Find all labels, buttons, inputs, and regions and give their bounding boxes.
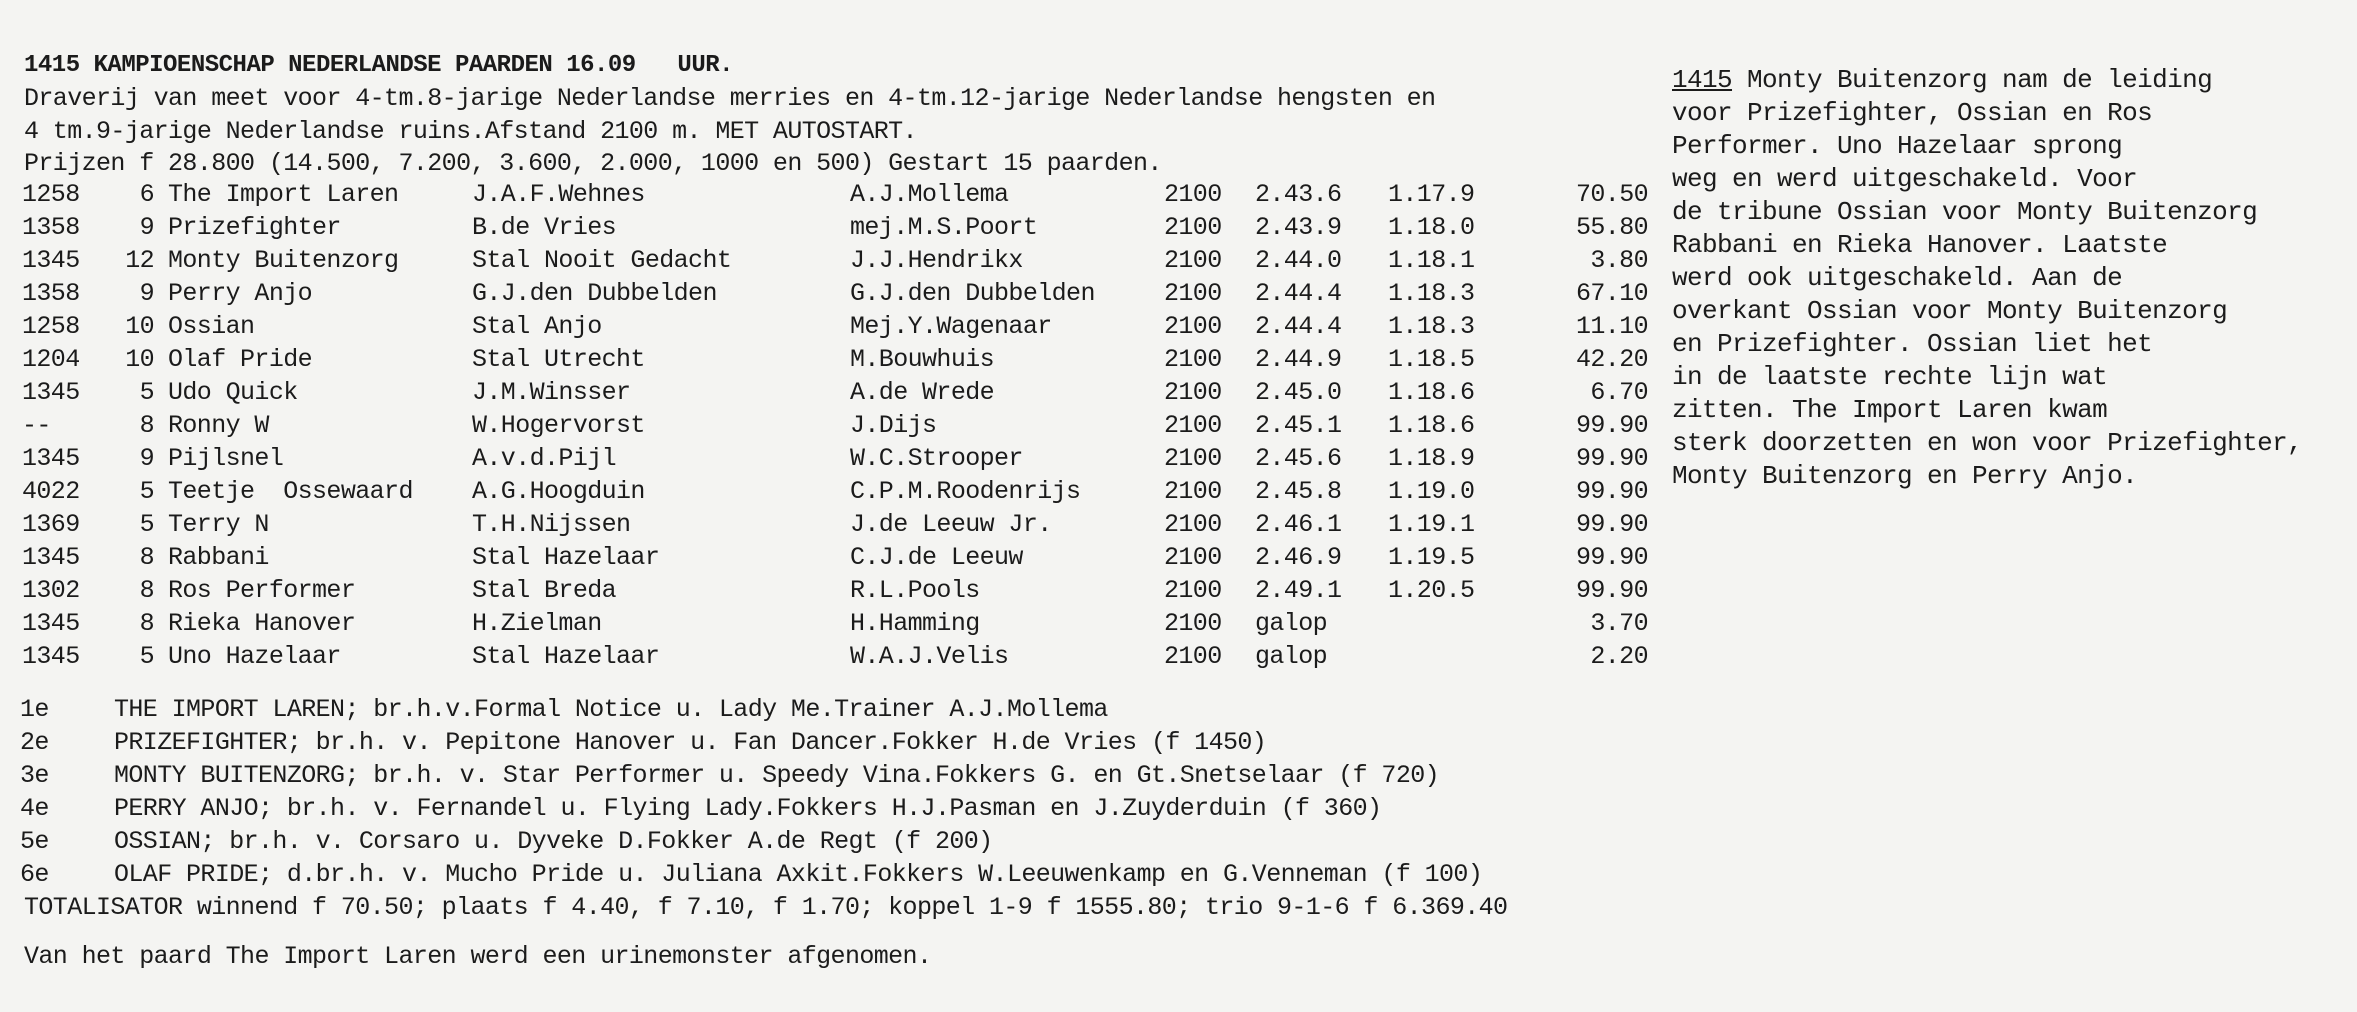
cell-owner: W.Hogervorst (472, 411, 645, 440)
cell-dist: 2100 (1164, 279, 1222, 308)
doping-note: Van het paard The Import Laren werd een urinemonster afgenomen. (24, 942, 932, 971)
cell-race: 1345 (22, 246, 80, 275)
cell-odds: 6.70 (1590, 378, 1648, 407)
cell-nr: 5 (139, 510, 154, 539)
cell-time: galop (1255, 642, 1328, 671)
cell-nr: 8 (139, 543, 154, 572)
cell-km: 1.18.3 (1388, 279, 1475, 308)
cell-odds: 99.90 (1575, 510, 1648, 539)
placing-text: PRIZEFIGHTER; br.h. v. Pepitone Hanover u. Fan Dancer.Fokker H.de Vries (f 1450) (114, 728, 1267, 757)
cell-time: 2.45.1 (1255, 411, 1342, 440)
report-line: weg en werd uitgeschakeld. Voor (1672, 164, 2138, 194)
cell-driver: A.de Wrede (850, 378, 995, 407)
cell-km: 1.18.0 (1388, 213, 1475, 242)
placing-text: OLAF PRIDE; d.br.h. v. Mucho Pride u. Juliana Axkit.Fokkers W.Leeuwenkamp en G.Venneman (f 100) (114, 860, 1483, 889)
cell-dist: 2100 (1164, 477, 1222, 506)
cell-horse: Olaf Pride (168, 345, 313, 374)
cell-driver: J.de Leeuw Jr. (850, 510, 1052, 539)
cell-horse: Udo Quick (168, 378, 298, 407)
cell-race: 1345 (22, 609, 80, 638)
cell-owner: Stal Hazelaar (472, 642, 660, 671)
race-description-line-2: 4 tm.9-jarige Nederlandse ruins.Afstand 2100 m. MET AUTOSTART. (24, 117, 917, 146)
cell-driver: J.Dijs (850, 411, 937, 440)
cell-race: 1358 (22, 279, 80, 308)
cell-owner: A.v.d.Pijl (472, 444, 617, 473)
report-line: en Prizefighter. Ossian liet het (1672, 329, 2153, 359)
cell-race: 4022 (22, 477, 80, 506)
cell-race: 1345 (22, 444, 80, 473)
placing-text: THE IMPORT LAREN; br.h.v.Formal Notice u. Lady Me.Trainer A.J.Mollema (114, 695, 1108, 724)
report-first-line (1672, 64, 2342, 97)
cell-km: 1.19.0 (1388, 477, 1475, 506)
cell-driver: C.P.M.Roodenrijs (850, 477, 1081, 506)
cell-time: 2.49.1 (1255, 576, 1342, 605)
cell-dist: 2100 (1164, 543, 1222, 572)
report-line: Monty Buitenzorg en Perry Anjo. (1672, 461, 2138, 491)
cell-owner: B.de Vries (472, 213, 617, 242)
cell-odds: 70.50 (1575, 180, 1648, 209)
cell-owner: G.J.den Dubbelden (472, 279, 717, 308)
cell-horse: Ros Performer (168, 576, 356, 605)
cell-nr: 6 (139, 180, 154, 209)
cell-horse: Prizefighter (168, 213, 341, 242)
cell-km: 1.18.6 (1388, 411, 1475, 440)
report-first-line-text: Monty Buitenzorg nam de leiding (1732, 65, 2213, 95)
cell-owner: Stal Breda (472, 576, 617, 605)
cell-dist: 2100 (1164, 510, 1222, 539)
report-line: overkant Ossian voor Monty Buitenzorg (1672, 296, 2228, 326)
cell-nr: 9 (139, 444, 154, 473)
report-line: Rabbani en Rieka Hanover. Laatste (1672, 230, 2168, 260)
cell-driver: W.A.J.Velis (850, 642, 1009, 671)
cell-race: -- (22, 411, 51, 440)
cell-km: 1.18.1 (1388, 246, 1475, 275)
cell-dist: 2100 (1164, 312, 1222, 341)
report-line: in de laatste rechte lijn wat (1672, 362, 2108, 392)
cell-horse: Uno Hazelaar (168, 642, 341, 671)
cell-race: 1302 (22, 576, 80, 605)
cell-dist: 2100 (1164, 246, 1222, 275)
cell-owner: Stal Utrecht (472, 345, 645, 374)
cell-nr: 12 (125, 246, 154, 275)
cell-horse: Pijlsnel (168, 444, 284, 473)
report-line: Performer. Uno Hazelaar sprong (1672, 131, 2123, 161)
cell-km: 1.18.6 (1388, 378, 1475, 407)
cell-odds: 11.10 (1575, 312, 1648, 341)
cell-odds: 99.90 (1575, 411, 1648, 440)
cell-dist: 2100 (1164, 411, 1222, 440)
placing-text: MONTY BUITENZORG; br.h. v. Star Performer u. Speedy Vina.Fokkers G. en Gt.Snetselaar (f 720) (114, 761, 1440, 790)
cell-horse: Teetje Ossewaard (168, 477, 413, 506)
report-lines (1672, 97, 2342, 493)
cell-driver: W.C.Strooper (850, 444, 1023, 473)
cell-race: 1258 (22, 180, 80, 209)
cell-driver: C.J.de Leeuw (850, 543, 1023, 572)
cell-dist: 2100 (1164, 213, 1222, 242)
cell-driver: Mej.Y.Wagenaar (850, 312, 1052, 341)
cell-nr: 8 (139, 609, 154, 638)
cell-race: 1258 (22, 312, 80, 341)
race-title: 1415 KAMPIOENSCHAP NEDERLANDSE PAARDEN 16.09 UUR. (24, 52, 734, 79)
cell-time: 2.44.4 (1255, 312, 1342, 341)
cell-odds: 55.80 (1575, 213, 1648, 242)
cell-horse: Ronny W (168, 411, 269, 440)
cell-driver: A.J.Mollema (850, 180, 1009, 209)
cell-race: 1345 (22, 543, 80, 572)
cell-nr: 5 (139, 477, 154, 506)
cell-nr: 9 (139, 279, 154, 308)
report-line: werd ook uitgeschakeld. Aan de (1672, 263, 2123, 293)
cell-dist: 2100 (1164, 444, 1222, 473)
cell-driver: mej.M.S.Poort (850, 213, 1038, 242)
cell-owner: A.G.Hoogduin (472, 477, 645, 506)
cell-time: 2.45.6 (1255, 444, 1342, 473)
cell-horse: Rieka Hanover (168, 609, 356, 638)
cell-nr: 8 (139, 576, 154, 605)
cell-driver: M.Bouwhuis (850, 345, 995, 374)
placing-position: 3e (20, 761, 49, 790)
report-line: sterk doorzetten en won voor Prizefighter, (1672, 428, 2303, 458)
cell-horse: Monty Buitenzorg (168, 246, 399, 275)
cell-owner: Stal Anjo (472, 312, 602, 341)
report-line: voor Prizefighter, Ossian en Ros (1672, 98, 2153, 128)
cell-odds: 99.90 (1575, 543, 1648, 572)
cell-owner: J.A.F.Wehnes (472, 180, 645, 209)
cell-horse: Ossian (168, 312, 255, 341)
cell-km: 1.18.5 (1388, 345, 1475, 374)
cell-odds: 3.70 (1590, 609, 1648, 638)
cell-horse: Terry N (168, 510, 269, 539)
cell-nr: 10 (125, 312, 154, 341)
race-report (1672, 64, 2342, 493)
cell-horse: Rabbani (168, 543, 269, 572)
cell-dist: 2100 (1164, 642, 1222, 671)
cell-odds: 3.80 (1590, 246, 1648, 275)
cell-dist: 2100 (1164, 378, 1222, 407)
cell-dist: 2100 (1164, 345, 1222, 374)
cell-odds: 99.90 (1575, 477, 1648, 506)
placing-text: PERRY ANJO; br.h. v. Fernandel u. Flying Lady.Fokkers H.J.Pasman en J.Zuyderduin (f 360) (114, 794, 1382, 823)
report-line: de tribune Ossian voor Monty Buitenzorg (1672, 197, 2258, 227)
placing-text: OSSIAN; br.h. v. Corsaro u. Dyveke D.Fokker A.de Regt (f 200) (114, 827, 993, 856)
cell-odds: 67.10 (1575, 279, 1648, 308)
cell-time: 2.46.1 (1255, 510, 1342, 539)
cell-time: 2.45.8 (1255, 477, 1342, 506)
placing-position: 6e (20, 860, 49, 889)
prize-line: Prijzen f 28.800 (14.500, 7.200, 3.600, 2.000, 1000 en 500) Gestart 15 paarden. (24, 149, 1162, 178)
cell-race: 1358 (22, 213, 80, 242)
cell-nr: 5 (139, 378, 154, 407)
cell-nr: 8 (139, 411, 154, 440)
cell-owner: H.Zielman (472, 609, 602, 638)
report-race-number: 1415 (1672, 65, 1733, 95)
cell-horse: The Import Laren (168, 180, 399, 209)
cell-time: 2.44.9 (1255, 345, 1342, 374)
cell-km: 1.17.9 (1388, 180, 1475, 209)
race-description-line-1: Draverij van meet voor 4-tm.8-jarige Nederlandse merries en 4-tm.12-jarige Nederlandse hengsten en (24, 84, 1436, 113)
cell-driver: R.L.Pools (850, 576, 980, 605)
cell-race: 1204 (22, 345, 80, 374)
cell-km: 1.19.5 (1388, 543, 1475, 572)
cell-driver: G.J.den Dubbelden (850, 279, 1095, 308)
cell-km: 1.18.3 (1388, 312, 1475, 341)
cell-race: 1369 (22, 510, 80, 539)
cell-time: 2.43.9 (1255, 213, 1342, 242)
cell-driver: J.J.Hendrikx (850, 246, 1023, 275)
cell-time: 2.44.4 (1255, 279, 1342, 308)
placing-position: 4e (20, 794, 49, 823)
cell-odds: 42.20 (1575, 345, 1648, 374)
cell-odds: 99.90 (1575, 444, 1648, 473)
cell-driver: H.Hamming (850, 609, 980, 638)
report-line: zitten. The Import Laren kwam (1672, 395, 2108, 425)
placing-position: 5e (20, 827, 49, 856)
cell-time: 2.46.9 (1255, 543, 1342, 572)
cell-nr: 9 (139, 213, 154, 242)
cell-time: 2.45.0 (1255, 378, 1342, 407)
cell-odds: 99.90 (1575, 576, 1648, 605)
cell-time: galop (1255, 609, 1328, 638)
cell-race: 1345 (22, 642, 80, 671)
cell-time: 2.44.0 (1255, 246, 1342, 275)
cell-owner: T.H.Nijssen (472, 510, 631, 539)
cell-nr: 10 (125, 345, 154, 374)
cell-km: 1.20.5 (1388, 576, 1475, 605)
cell-owner: J.M.Winsser (472, 378, 631, 407)
cell-owner: Stal Nooit Gedacht (472, 246, 732, 275)
placing-position: 1e (20, 695, 49, 724)
cell-km: 1.19.1 (1388, 510, 1475, 539)
cell-odds: 2.20 (1590, 642, 1648, 671)
cell-dist: 2100 (1164, 609, 1222, 638)
cell-nr: 5 (139, 642, 154, 671)
cell-km: 1.18.9 (1388, 444, 1475, 473)
cell-race: 1345 (22, 378, 80, 407)
cell-dist: 2100 (1164, 576, 1222, 605)
placing-position: 2e (20, 728, 49, 757)
cell-time: 2.43.6 (1255, 180, 1342, 209)
totalisator-line: TOTALISATOR winnend f 70.50; plaats f 4.40, f 7.10, f 1.70; koppel 1-9 f 1555.80; trio 9-1-6 f 6.369.40 (24, 893, 1508, 922)
cell-horse: Perry Anjo (168, 279, 313, 308)
cell-dist: 2100 (1164, 180, 1222, 209)
cell-owner: Stal Hazelaar (472, 543, 660, 572)
